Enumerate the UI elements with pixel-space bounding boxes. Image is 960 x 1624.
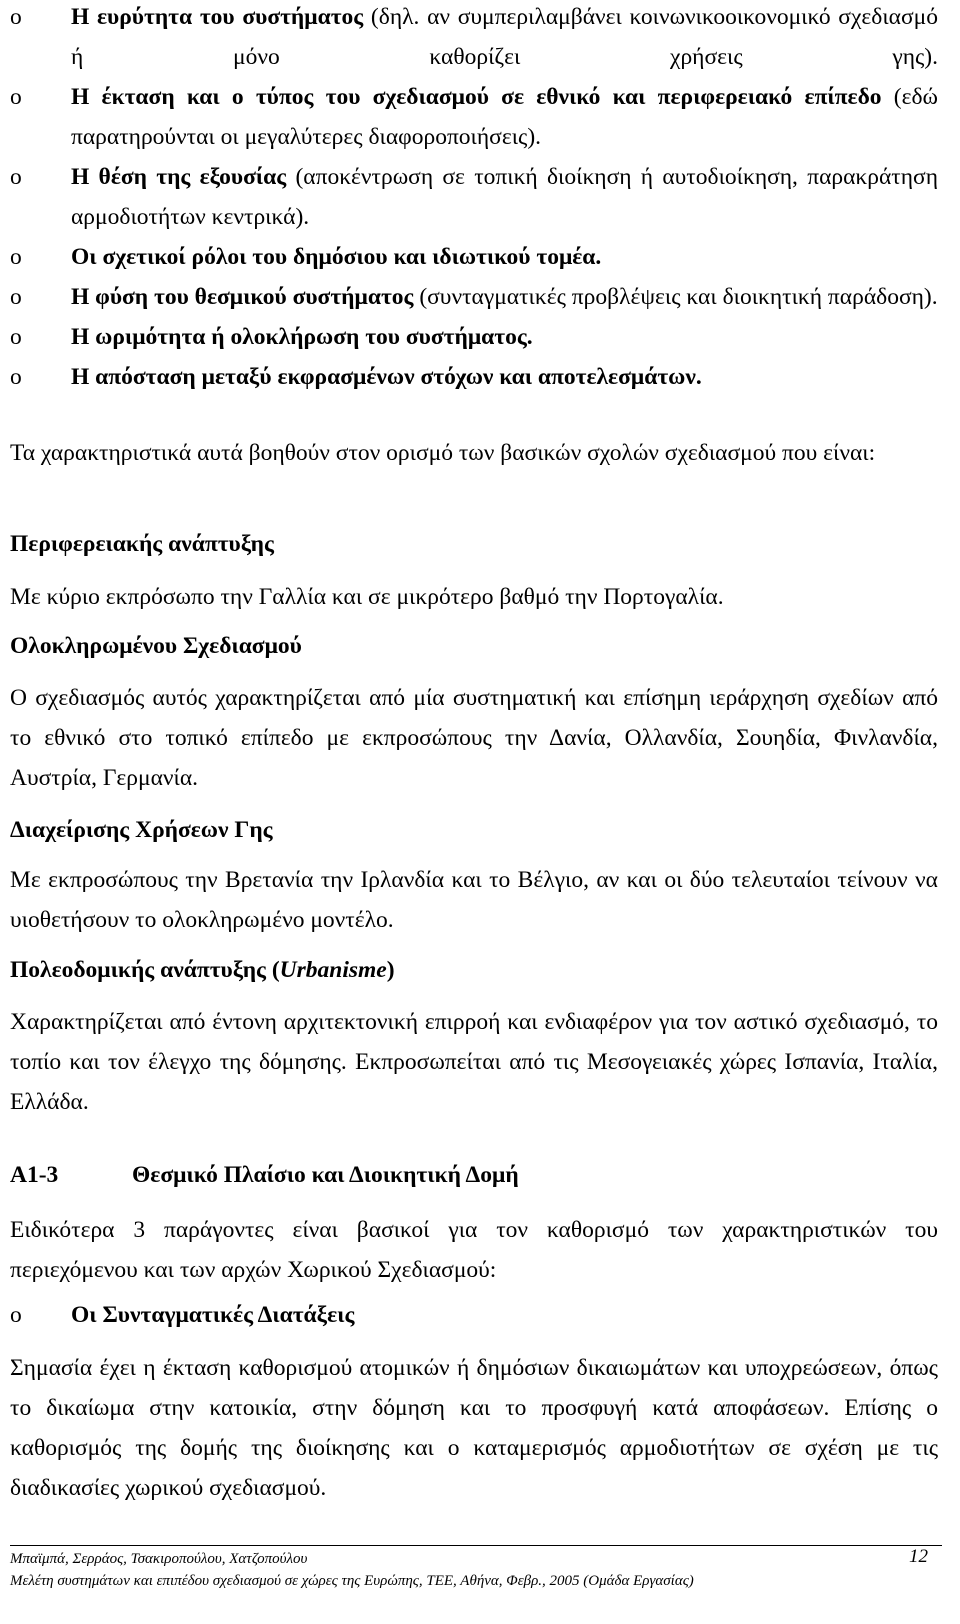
bullet-bold-text: Οι σχετικοί ρόλοι του δημόσιου και ιδιωτικού τομέα. — [71, 244, 602, 270]
school-heading: Περιφερειακής ανάπτυξης — [10, 531, 274, 557]
footer-authors: Μπαϊμπά, Σερράος, Τσακιροπούλου, Χατζοπούλου — [10, 1551, 308, 1567]
page-number: 12 — [909, 1546, 928, 1567]
list-item — [10, 277, 938, 317]
bullet-text: (δηλ. αν συμπεριλαμβάνει κοινωνικοοικονομικό σχεδιασμό ή μόνο καθορίζει χρήσεις γης). — [71, 4, 938, 70]
school-heading: Διαχείρισης Χρήσεων Γης — [10, 817, 273, 843]
bullet-marker: o — [10, 324, 22, 350]
section-heading — [10, 1155, 519, 1195]
page-footer — [10, 1548, 942, 1592]
bullet-marker: o — [10, 364, 22, 390]
bullet-bold-text: Η ωριμότητα ή ολοκλήρωση του συστήματος. — [71, 324, 533, 350]
footer-divider — [10, 1545, 942, 1546]
bullet-list-top — [10, 0, 938, 397]
school-heading — [10, 950, 395, 990]
school-heading-text: Πολεοδομικής ανάπτυξης ( — [10, 957, 280, 983]
list-item — [10, 157, 938, 237]
bullet-marker: o — [10, 244, 22, 270]
bullet-bold-text: Η φύση του θεσμικού συστήματος — [71, 284, 414, 310]
list-item — [10, 77, 938, 157]
footer-citation: Μελέτη συστημάτων και επιπέδου σχεδιασμού σε χώρες της Ευρώπης, ΤΕΕ, Αθήνα, Φεβρ., 2005 (Ομάδα Εργασίας) — [10, 1573, 694, 1589]
bullet-marker: o — [10, 1302, 22, 1328]
list-item — [10, 237, 938, 277]
bullet-marker: o — [10, 4, 22, 30]
bullet-marker: o — [10, 284, 22, 310]
bullet-text: (συνταγματικές προβλέψεις και διοικητική παράδοση). — [413, 284, 938, 310]
school-text: Με κύριο εκπρόσωπο την Γαλλία και σε μικρότερο βαθμό την Πορτογαλία. — [10, 584, 724, 610]
bullet-bold-text: Οι Συνταγματικές Διατάξεις — [71, 1302, 355, 1328]
bullet-bold-text: Η θέση της εξουσίας — [71, 164, 287, 190]
school-text: Χαρακτηρίζεται από έντονη αρχιτεκτονική επιρροή και ενδιαφέρον για τον αστικό σχεδιασμό, το τοπίο και τον έλεγχο της δόμησης. Εκπροσωπείται από τις Μεσογειακές χώρες Ισπανία, Ιταλία, Ελλάδα. — [10, 1009, 938, 1115]
list-item — [10, 0, 938, 77]
list-item — [10, 357, 938, 397]
intro-paragraph: Τα χαρακτηριστικά αυτά βοηθούν στον ορισμό των βασικών σχολών σχεδιασμού που είναι: — [10, 440, 876, 466]
bullet-text: (αποκέντρωση σε τοπική διοίκηση ή αυτοδιοίκηση, παρακράτηση αρμοδιοτήτων κεντρικά). — [71, 164, 938, 230]
section-text: Σημασία έχει η έκταση καθορισμού ατομικών ή δημόσιων δικαιωμάτων και υποχρεώσεων, όπως το δικαίωμα στην κατοικία, στην δόμηση και το προσφυγή κατά αποφάσεων. Επίσης ο καθορισμός της δομής της διοίκησης και ο καταμερισμός αρμοδιοτήτων σε σχέση με τις διαδικασίες χωρικού σχεδιασμού. — [10, 1355, 938, 1501]
section-title: Θεσμικό Πλαίσιο και Διοικητική Δομή — [132, 1162, 519, 1188]
bullet-marker: o — [10, 164, 22, 190]
school-text: Με εκπροσώπους την Βρετανία την Ιρλανδία και το Βέλγιο, αν και οι δύο τελευταίοι τείνουν να υιοθετήσουν το ολοκληρωμένο μοντέλο. — [10, 867, 938, 933]
section-number: Α1-3 — [10, 1162, 59, 1188]
school-heading-tail: ) — [386, 957, 395, 983]
section-bullet — [10, 1295, 938, 1335]
list-item — [10, 317, 938, 357]
school-text: Ο σχεδιασμός αυτός χαρακτηρίζεται από μία συστηματική και επίσημη ιεράρχηση σχεδίων από το εθνικό στο τοπικό επίπεδο με εκπροσώπους την Δανία, Ολλανδία, Σουηδία, Φινλανδία, Αυστρία, Γερμανία. — [10, 685, 938, 791]
bullet-text: (εδώ παρατηρούνται οι μεγαλύτερες διαφοροποιήσεις). — [71, 84, 938, 150]
bullet-bold-text: Η απόσταση μεταξύ εκφρασμένων στόχων και αποτελεσμάτων. — [71, 364, 702, 390]
bullet-bold-text: Η έκταση και ο τύπος του σχεδιασμού σε εθνικό και περιφερειακό επίπεδο — [71, 84, 882, 110]
bullet-bold-text: Η ευρύτητα του συστήματος — [71, 4, 364, 30]
bullet-marker: o — [10, 84, 22, 110]
school-heading-italic: Urbanisme — [279, 957, 387, 983]
section-intro: Ειδικότερα 3 παράγοντες είναι βασικοί για τον καθορισμό των χαρακτηριστικών του περιεχόμενου και των αρχών Χωρικού Σχεδιασμού: — [10, 1217, 938, 1283]
school-heading: Ολοκληρωμένου Σχεδιασμού — [10, 633, 302, 659]
